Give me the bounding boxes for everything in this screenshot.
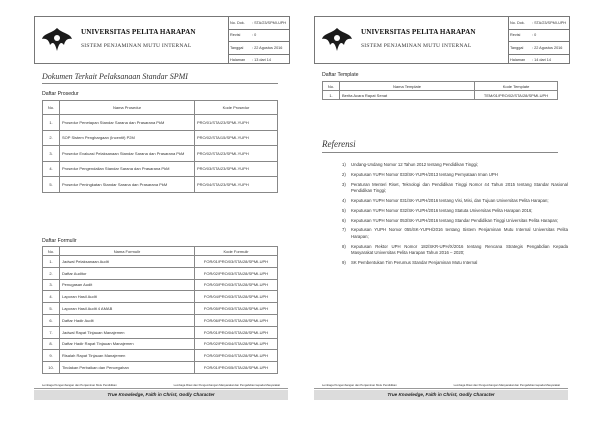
row-code: TEM/01/PRO/02/STA/28/SPMI-UPH: [475, 91, 558, 100]
column-header: Nama Template: [340, 82, 475, 91]
reference-item: [342, 182, 568, 195]
table-row: [43, 291, 278, 303]
reference-text: Undang-Undang Nomor 12 Tahun 2012 tentang Pendidikan Tinggi;: [351, 162, 479, 167]
row-code: FOR/01/PRO/05/STA/28/SPMI-UPH: [195, 362, 278, 374]
column-header: Nama Prosedur: [60, 101, 195, 115]
row-number: 3.: [43, 146, 60, 162]
row-number: 8.: [43, 338, 60, 350]
row-name: Prosedur Pengendalian Standar Sarana dan Prasarana PkM: [60, 161, 195, 177]
reference-item: [342, 162, 568, 169]
footer-left-text: Lembaga Pengembangan dan Penjaminan Mutu Pendidikan: [42, 383, 117, 387]
row-name: Tindakan Perbaikan dan Pencegahan: [60, 362, 195, 374]
table-row: [43, 130, 278, 146]
meta-key: Tanggal: [230, 45, 244, 50]
meta-key: Halaman: [230, 58, 246, 63]
footer-right-text: Lembaga Riset dan Pengembangan Masyarakat dan Pengabdian kepada Masyarakat: [173, 383, 280, 387]
row-number: 2.: [43, 130, 60, 146]
reference-number: 9): [342, 260, 346, 266]
reference-text: SK Pembentukan Tim Perumus Standar Penjaminan Mutu Internal: [351, 260, 478, 266]
row-name: Prosedur Evaluasi Pelaksanaan Standar Sarana dan Prasarana PkM: [60, 146, 195, 162]
column-header: No.: [43, 247, 60, 256]
university-logo-icon: [315, 17, 359, 63]
row-name: Risalah Rapat Tinjauan Manajemen: [60, 350, 195, 362]
right-page: [312, 14, 570, 406]
references-list: [342, 162, 568, 270]
table-row: [43, 314, 278, 326]
left-page: [32, 14, 290, 406]
row-name: Laporan Hasil Audit 4 AMAB: [60, 303, 195, 315]
table-row: [43, 177, 278, 193]
table-row: [43, 303, 278, 315]
row-code: FOR/01/PRO/04/STA/28/SPMI-UPH: [195, 326, 278, 338]
row-code: FOR/02/PRO/03/STA/28/SPMI-UPH: [195, 267, 278, 279]
footer-motto: True Knowledge, Faith in Christ, Godly Character: [34, 390, 288, 400]
system-name: SISTEM PENJAMINAN MUTU INTERNAL: [81, 43, 192, 49]
university-logo-icon: [35, 17, 79, 63]
row-number: 2.: [43, 267, 60, 279]
table-row: [43, 362, 278, 374]
row-code: PRO/04/STA/23/SPMI-YUPH: [195, 177, 278, 193]
reference-number: 3): [342, 181, 346, 187]
meta-key: Revisi: [230, 33, 241, 38]
column-header: No.: [323, 82, 340, 91]
row-number: 1.: [323, 91, 340, 100]
meta-value: : 0: [252, 33, 257, 38]
row-name: Daftar Hadir Rapat Tinjauan Manajemen: [60, 338, 195, 350]
column-header: Nama Formulir: [60, 247, 195, 256]
row-number: 9.: [43, 350, 60, 362]
references-title: Referensi: [322, 139, 558, 153]
row-code: FOR/01/PRO/03/STA/28/SPMI-UPH: [195, 256, 278, 268]
page-footer: [314, 383, 568, 400]
row-number: 10.: [43, 362, 60, 374]
university-name: UNIVERSITAS PELITA HARAPAN: [361, 28, 476, 36]
footer-left-text: Lembaga Pengembangan dan Penjaminan Mutu Pendidikan: [322, 383, 397, 387]
row-number: 4.: [43, 291, 60, 303]
formulir-title: Daftar Formulir: [42, 238, 77, 244]
footer-right-text: Lembaga Riset dan Pengembangan Masyarakat dan Pengabdian kepada Masyarakat: [453, 383, 560, 387]
meta-value: : 22 Agustus 2016: [252, 45, 283, 50]
table-row: [43, 267, 278, 279]
footer-motto: True Knowledge, Faith in Christ, Godly Character: [314, 390, 568, 400]
prosedur-table: [42, 100, 278, 193]
page-header: [34, 16, 290, 64]
row-number: 3.: [43, 279, 60, 291]
row-number: 4.: [43, 161, 60, 177]
page-footer: [34, 383, 288, 400]
reference-item: [342, 198, 568, 205]
reference-item: [342, 208, 568, 215]
reference-text: Keputusan YUPH Nomor 033/SK-YUPH/2013 tentang Pernyataan Iman UPH: [351, 171, 498, 177]
row-number: 7.: [43, 326, 60, 338]
meta-key: No. Dok.: [510, 20, 525, 25]
row-code: PRO/03/STA/23/SPMI-YUPH: [195, 161, 278, 177]
university-name: UNIVERSITAS PELITA HARAPAN: [81, 28, 196, 36]
row-code: FOR/04/PRO/03/STA/28/SPMI-UPH: [195, 291, 278, 303]
table-row: [43, 326, 278, 338]
row-name: Penugasan Audit: [60, 279, 195, 291]
row-number: 1.: [43, 256, 60, 268]
row-code: FOR/06/PRO/03/STA/28/SPMI-UPH: [195, 314, 278, 326]
reference-number: 6): [342, 217, 346, 223]
doc-title: Dokumen Terkait Pelaksanaan Standar SPMI: [42, 72, 278, 84]
table-row: [43, 279, 278, 291]
reference-number: 7): [342, 227, 346, 233]
reference-text: Peraturan Menteri Riset, Teknologi dan Pendidikan Tinggi Nomor 44 Tahun 2015 tentang Standar Nasional Pendidikan Tinggi;: [351, 181, 568, 194]
reference-number: 5): [342, 207, 346, 213]
meta-value: : 22 Agustus 2016: [532, 45, 563, 50]
row-code: PRO/02/STA/15/SPMI-YUPH: [195, 130, 278, 146]
page-header: [314, 16, 570, 64]
system-name: SISTEM PENJAMINAN MUTU INTERNAL: [361, 43, 472, 49]
template-title: Daftar Template: [322, 72, 359, 78]
table-row: [43, 115, 278, 131]
prosedur-title: Daftar Prosedur: [42, 91, 79, 97]
doc-meta: [228, 17, 289, 63]
table-row: [43, 338, 278, 350]
meta-key: No. Dok.: [230, 20, 245, 25]
reference-text: Keputusan YUPH Nomor 031/SK-YUPH/2016 tentang Visi, Misi, dan Tujuan Universitas Pelita Harapan;: [351, 197, 549, 203]
reference-text: Keputusan YUPH Nomor 055/SK-YUPH/2016 tentang Sistem Penjaminan Mutu Internal Universitas Pelita Harapan;: [351, 227, 568, 239]
row-name: Prosedur Peningkatan Standar Sarana dan Prasarana PkM: [60, 177, 195, 193]
meta-value: : 13 dari 14: [252, 58, 271, 63]
table-row: [43, 350, 278, 362]
doc-meta: [508, 17, 569, 63]
row-name: Jadwal Rapat Tinjauan Manajemen: [60, 326, 195, 338]
meta-value: : STA/23/SPMI-UPH: [532, 20, 567, 25]
reference-item: [342, 218, 568, 225]
reference-number: 8): [342, 243, 346, 249]
reference-text: Keputusan YUPH Nomor 032/SK-YUPH/2016 tentang Statuta Universitas Pelita Harapan 2016;: [351, 207, 533, 213]
template-table: [322, 81, 558, 100]
row-code: FOR/05/PRO/03/STA/28/SPMI-UPH: [195, 303, 278, 315]
formulir-table: [42, 246, 278, 374]
row-number: 6.: [43, 314, 60, 326]
row-code: PRO/02/STA/23/SPMI-YUPH: [195, 146, 278, 162]
reference-item: [342, 227, 568, 240]
row-name: Daftar Auditor: [60, 267, 195, 279]
row-name: Prosedur Penetapan Standar Sarana dan Prasarana PkM: [60, 115, 195, 131]
column-header: Kode Template: [475, 82, 558, 91]
row-name: Jadwal Pelaksanaan Audit: [60, 256, 195, 268]
row-code: FOR/03/PRO/04/STA/28/SPMI-UPH: [195, 350, 278, 362]
meta-key: Halaman: [510, 58, 526, 63]
meta-key: Revisi: [510, 33, 521, 38]
table-row: [43, 256, 278, 268]
row-name: SOP Sistem Penghargaan (Incentif) P2M: [60, 130, 195, 146]
meta-value: : 0: [532, 33, 537, 38]
reference-number: 4): [342, 197, 346, 203]
table-row: [323, 91, 558, 100]
reference-number: 1): [342, 162, 346, 167]
meta-value: : 14 dari 14: [532, 58, 551, 63]
reference-item: [342, 172, 568, 179]
reference-text: Keputusan YUPH Nomor 053/SK-YUPH/2016 tentang Standar Pendidikan Tinggi Universitas Pelita Harapan;: [351, 217, 559, 223]
row-code: FOR/02/PRO/04/STA/28/SPMI-UPH: [195, 338, 278, 350]
reference-item: [342, 244, 568, 257]
row-number: 5.: [43, 303, 60, 315]
column-header: Kode Formulir: [195, 247, 278, 256]
meta-value: : STA/23/SPMI-UPH: [252, 20, 287, 25]
row-number: 1.: [43, 115, 60, 131]
column-header: Kode Prosedur: [195, 101, 278, 115]
reference-text: Keputusan Rektor UPH Nomor 182/SKR-UPH/X/2016 tentang Rencana Strategis Pengabdian Kepada Masyarakat Universitas Pelita Harapan Tahun 2016 – 2020;: [351, 243, 568, 256]
table-row: [43, 161, 278, 177]
row-code: FOR/03/PRO/03/STA/28/SPMI-UPH: [195, 279, 278, 291]
table-row: [43, 146, 278, 162]
row-code: PRO/01/STA/23/SPMI-YUPH: [195, 115, 278, 131]
row-name: Laporan Hasil Audit: [60, 291, 195, 303]
reference-item: [342, 260, 568, 267]
row-number: 5.: [43, 177, 60, 193]
reference-number: 2): [342, 171, 346, 177]
meta-key: Tanggal: [510, 45, 524, 50]
row-name: Daftar Hadir Audit: [60, 314, 195, 326]
row-name: Berita Acara Rapat Senat: [340, 91, 475, 100]
column-header: No.: [43, 101, 60, 115]
